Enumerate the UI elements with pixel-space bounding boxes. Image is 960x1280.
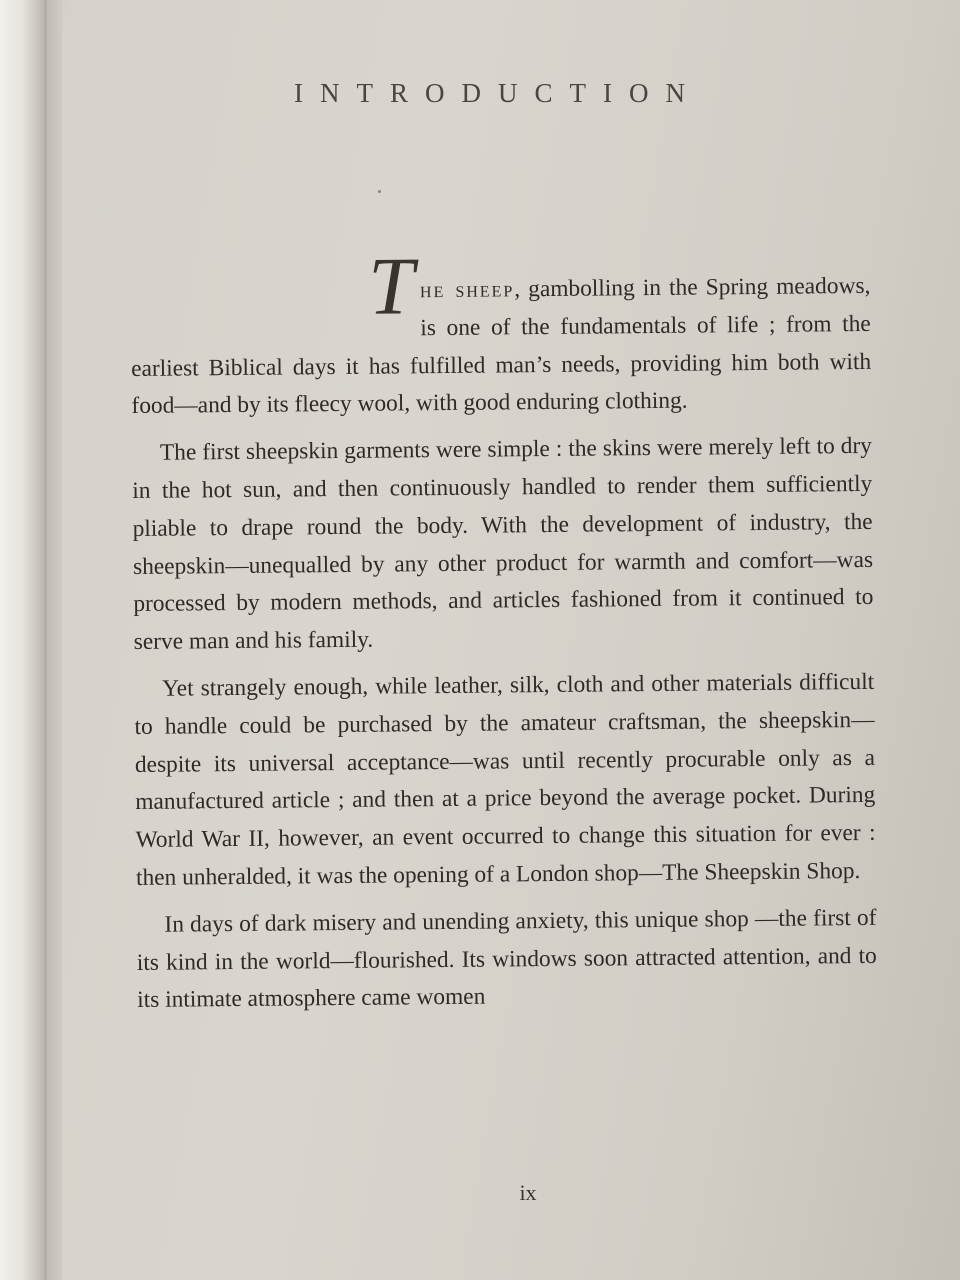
gutter-shadow	[44, 0, 47, 1280]
paragraph-1	[130, 240, 872, 426]
page-number: ix	[519, 1180, 537, 1205]
paragraph-1-text: , gambolling in the Spring meadows, is one of the fundamentals of life ; from the earliest Biblical days it has fulfilled man’s needs, providing him both with food—and by its fleecy wool, with good enduring clothing.	[130, 272, 872, 420]
chapter-heading: INTRODUCTION	[294, 78, 702, 108]
drop-cap: T	[367, 240, 415, 332]
paper-speck	[378, 190, 381, 193]
body-text	[130, 240, 877, 1029]
paragraph-4: In days of dark misery and unending anxiety, this unique shop —the first of its kind in the world—flourished. Its windows soon attracted attention, and to its intimate atmosphere came women	[136, 904, 877, 1014]
dropcap-spacer	[130, 245, 870, 275]
opening-smallcaps: he sheep	[419, 276, 515, 304]
paragraph-2: The first sheepskin garments were simple : the skins were merely left to dry in the hot sun, and then continuously handled to render them sufficiently pliable to drape round the body. With the development of industry, the sheepskin—unequalled by any other product for warmth and comfort—was processed by modern methods, and articles fashioned from it continued to serve man and his family.	[132, 433, 874, 656]
paragraph-3: Yet strangely enough, while leather, silk, cloth and other materials difficult to handle could be purchased by the amateur craftsman, the sheepskin—despite its universal acceptance—was until recently procurable only as a manufactured article ; and then at a price beyond the average pocket. During World War II, however, an event occurred to change this situation for ever : then unheralded, it was the opening of a London shop—The Sheepskin Shop.	[134, 668, 876, 891]
page-gutter	[0, 0, 62, 1280]
